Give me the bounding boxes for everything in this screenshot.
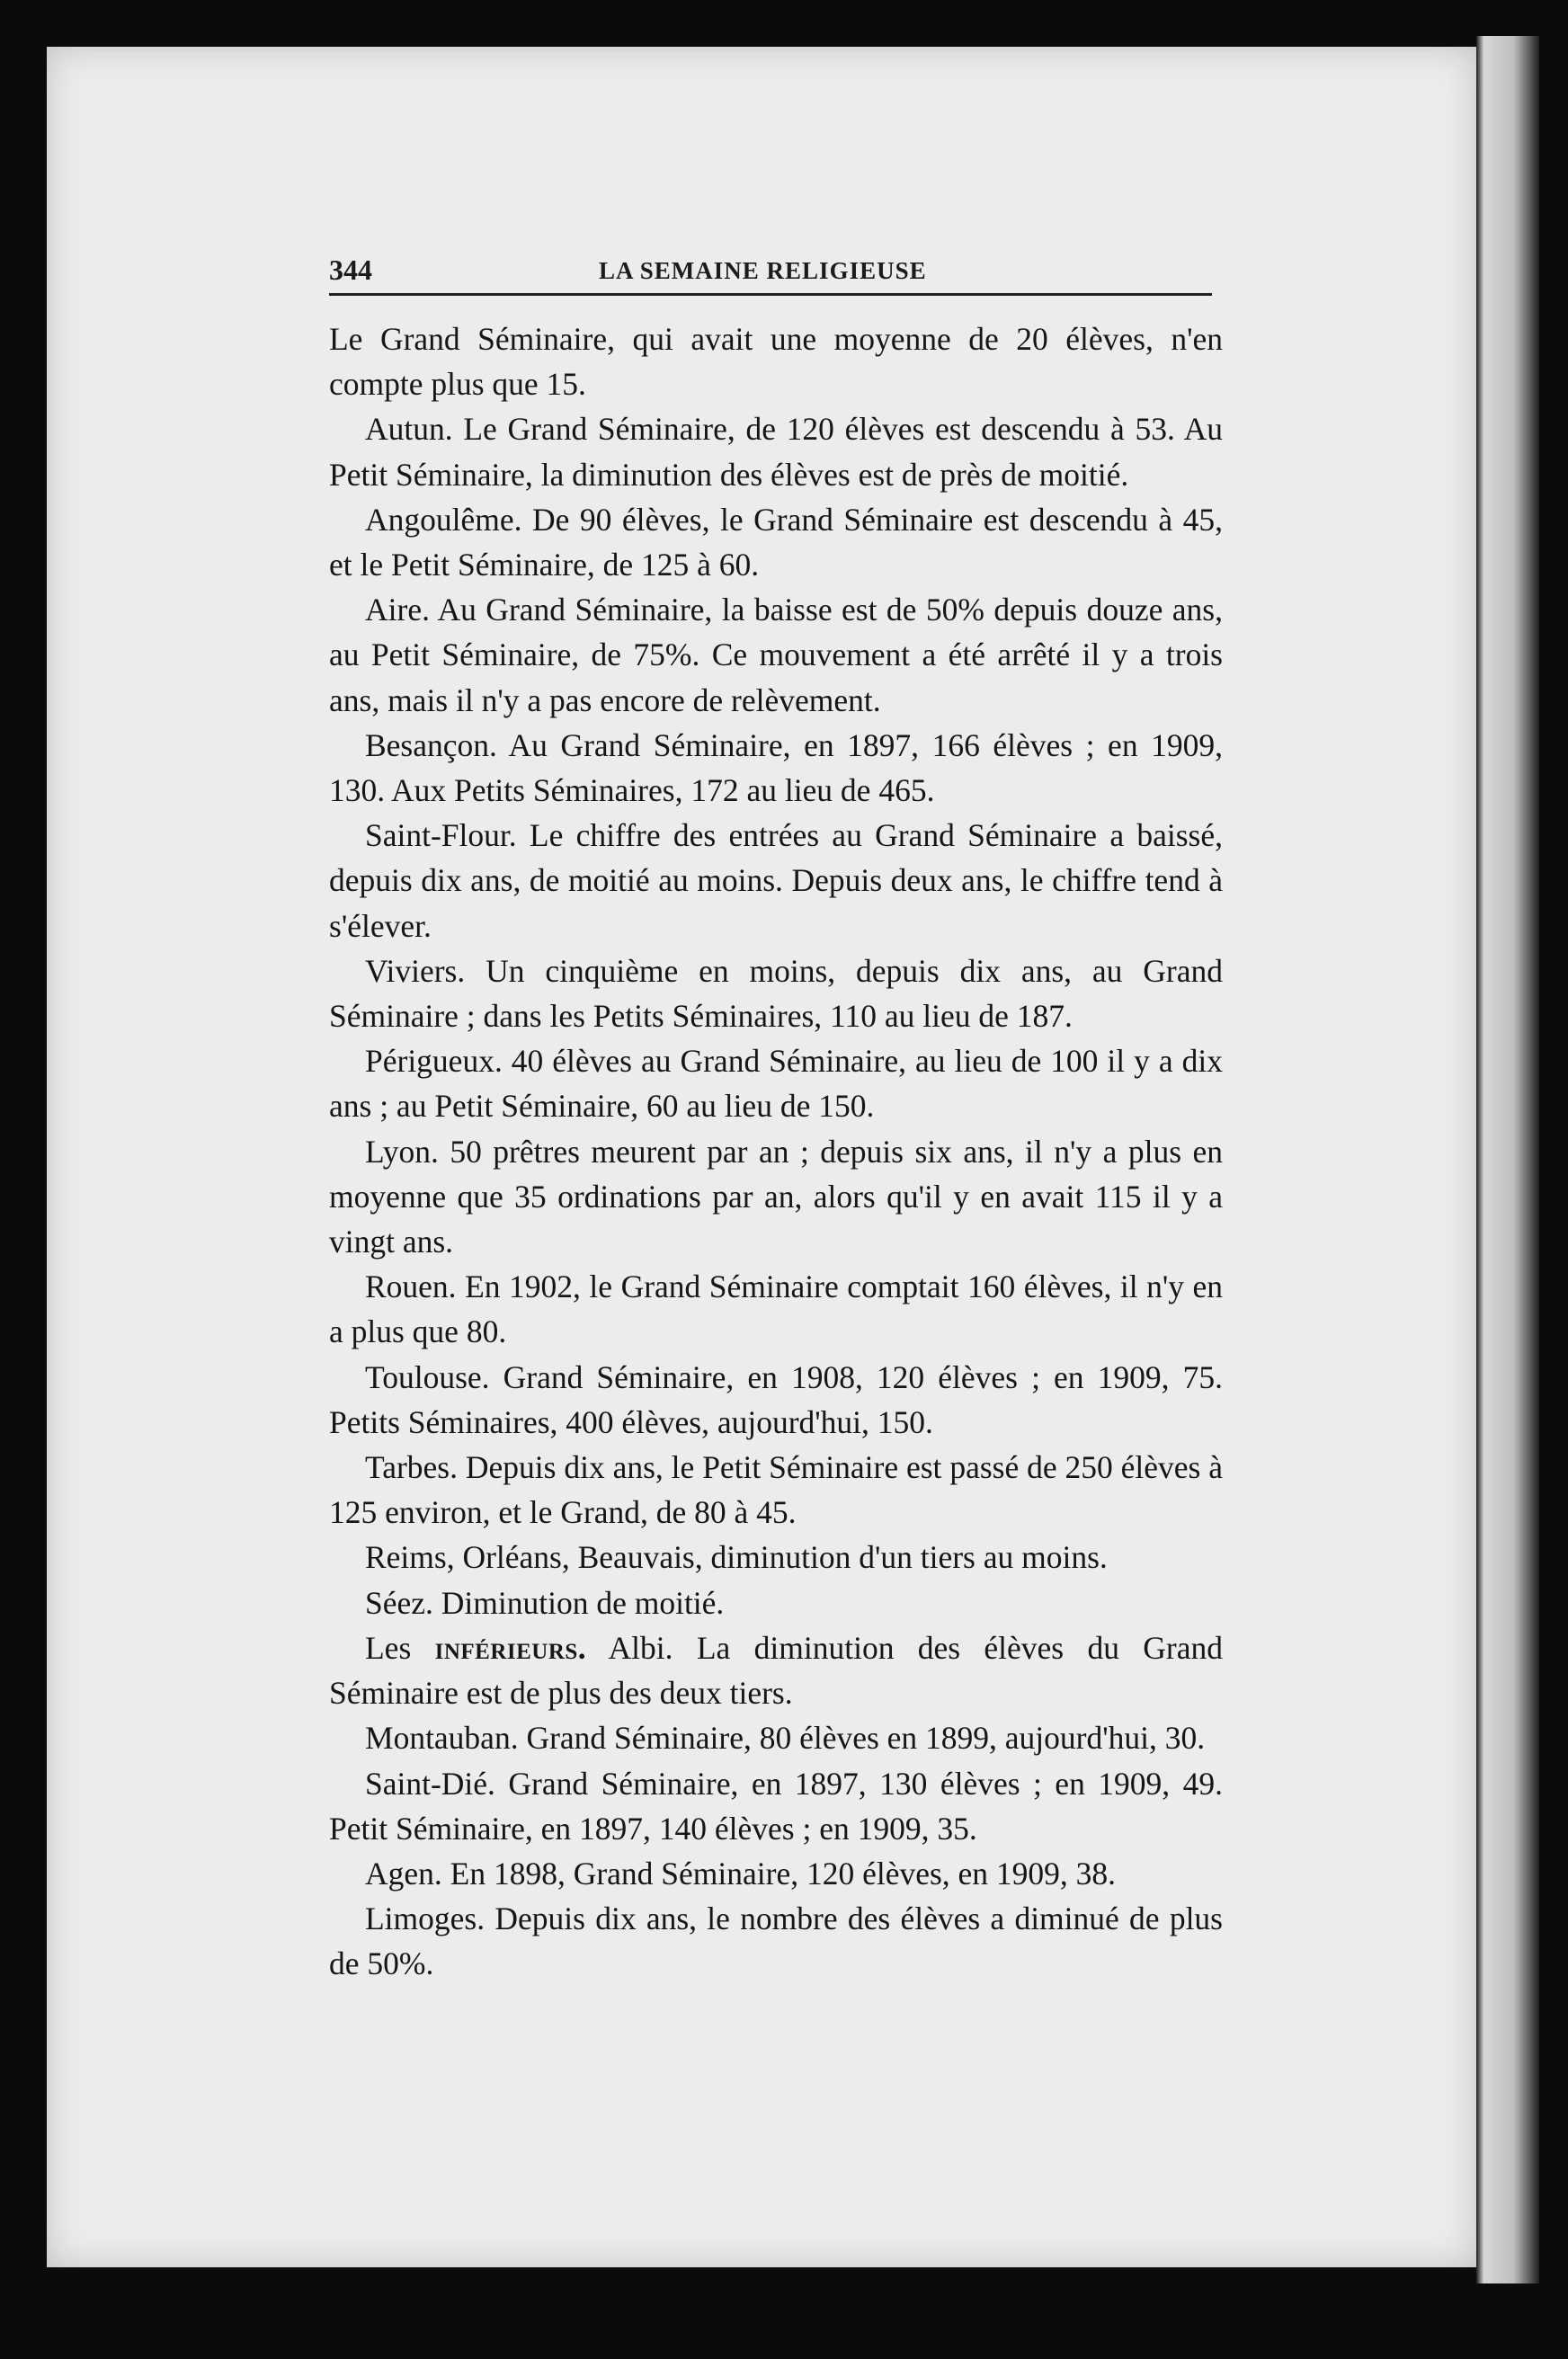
paragraph: Rouen. En 1902, le Grand Séminaire comptait 160 élèves, il n'y en a plus que 80. — [329, 1269, 1223, 1350]
paragraph: Montauban. Grand Séminaire, 80 élèves en 1899, aujourd'hui, 30. — [365, 1720, 1206, 1757]
paragraph: Reims, Orléans, Beauvais, diminution d'un tiers au moins. — [365, 1539, 1108, 1576]
paragraph: Agen. En 1898, Grand Séminaire, 120 élèves, en 1909, 38. — [365, 1855, 1117, 1892]
paragraph: Saint-Dié. Grand Séminaire, en 1897, 130 élèves ; en 1909, 49. Petit Séminaire, en 1897, 140 élèves ; en 1909, 35. — [329, 1765, 1223, 1847]
paragraph: Besançon. Au Grand Séminaire, en 1897, 166 élèves ; en 1909, 130. Aux Petits Séminaires, 172 au lieu de 465. — [329, 726, 1223, 809]
paragraph: Toulouse. Grand Séminaire, en 1908, 120 élèves ; en 1909, 75. Petits Séminaires, 400 élèves, aujourd'hui, 150. — [329, 1358, 1223, 1440]
page-number: 344 — [329, 254, 372, 286]
inferieurs-smallcaps: inférieurs. — [434, 1629, 587, 1666]
paragraph: Lyon. 50 prêtres meurent par an ; depuis six ans, il n'y a plus en moyenne que 35 ordinations par an, alors qu'il y en avait 115 il y a vingt ans. — [329, 1133, 1223, 1260]
body-text — [329, 316, 1223, 1987]
facing-page-edge — [1476, 36, 1539, 2283]
paragraph: Aire. Au Grand Séminaire, la baisse est de 50% depuis douze ans, au Petit Séminaire, de 75%. Ce mouvement a été arrêté il y a trois ans, mais il n'y a pas encore de relèvement. — [329, 592, 1223, 718]
paragraph: Viviers. Un cinquième en moins, depuis dix ans, au Grand Séminaire ; dans les Petits Séminaires, 110 au lieu de 187. — [329, 952, 1223, 1035]
journal-title: LA SEMAINE RELIGIEUSE — [599, 257, 927, 284]
inferieurs-lead: Les — [365, 1629, 412, 1666]
paragraph: Tarbes. Depuis dix ans, le Petit Séminaire est passé de 250 élèves à 125 environ, et le Grand, de 80 à 45. — [329, 1449, 1223, 1531]
paragraph: Saint-Flour. Le chiffre des entrées au Grand Séminaire a baissé, depuis dix ans, de moitié au moins. Depuis deux ans, le chiffre tend à s'élever. — [329, 817, 1223, 944]
running-head — [329, 250, 1212, 296]
paragraph: Périgueux. 40 élèves au Grand Séminaire, au lieu de 100 il y a dix ans ; au Petit Séminaire, 60 au lieu de 150. — [329, 1043, 1223, 1125]
inferieurs-rest: Albi. La diminution des élèves du Grand Séminaire est de plus des deux tiers. — [329, 1629, 1223, 1712]
paragraph: Angoulême. De 90 élèves, le Grand Séminaire est descendu à 45, et le Petit Séminaire, de 125 à 60. — [329, 501, 1223, 583]
paragraph-inferieurs — [329, 1625, 1223, 1715]
paragraph: Limoges. Depuis dix ans, le nombre des élèves a diminué de plus de 50%. — [329, 1901, 1223, 1982]
paragraph: Séez. Diminution de moitié. — [365, 1584, 725, 1621]
paragraph: Le Grand Séminaire, qui avait une moyenne de 20 élèves, n'en compte plus que 15. — [329, 321, 1223, 403]
paragraph: Autun. Le Grand Séminaire, de 120 élèves est descendu à 53. Au Petit Séminaire, la diminution des élèves est de près de moitié. — [329, 411, 1223, 493]
